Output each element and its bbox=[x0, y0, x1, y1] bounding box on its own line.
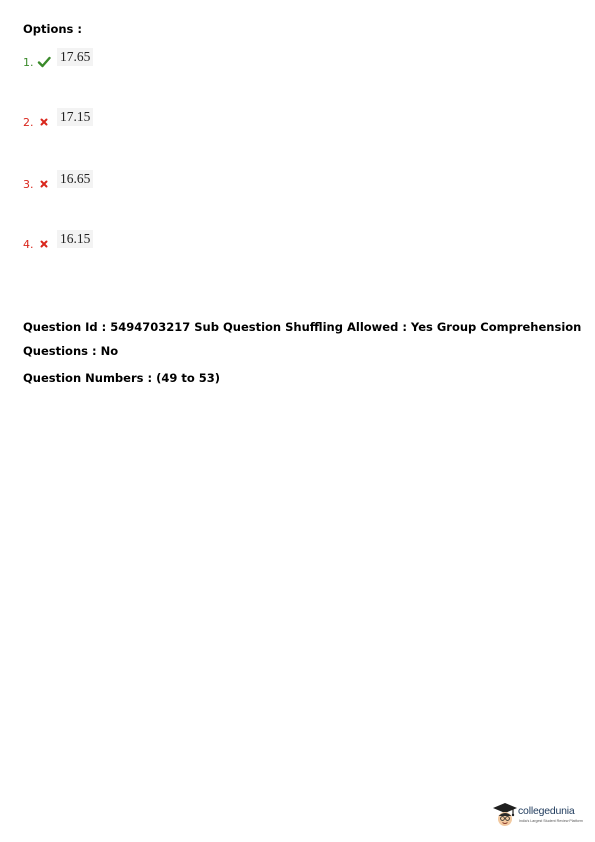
option-3 bbox=[23, 170, 223, 192]
option-number: 3. bbox=[23, 178, 34, 191]
option-value: 17.15 bbox=[57, 108, 93, 126]
student-mascot-icon bbox=[492, 801, 518, 829]
option-value: 17.65 bbox=[57, 48, 93, 66]
questions-line: Questions : No bbox=[23, 344, 119, 358]
option-value: 16.65 bbox=[57, 170, 93, 188]
check-icon bbox=[37, 54, 51, 68]
option-number: 1. bbox=[23, 56, 34, 69]
option-value: 16.15 bbox=[57, 230, 93, 248]
cross-icon bbox=[37, 236, 51, 250]
collegedunia-logo bbox=[492, 801, 588, 831]
option-1 bbox=[23, 48, 223, 70]
option-number: 4. bbox=[23, 238, 34, 251]
question-numbers-line: Question Numbers : (49 to 53) bbox=[23, 371, 221, 385]
logo-name: collegedunia bbox=[518, 805, 575, 817]
option-4 bbox=[23, 230, 223, 252]
option-number: 2. bbox=[23, 116, 34, 129]
cross-icon bbox=[37, 114, 51, 128]
options-heading: Options : bbox=[23, 22, 82, 36]
option-2 bbox=[23, 108, 223, 130]
question-id-line: Question Id : 5494703217 Sub Question Shuffling Allowed : Yes Group Comprehension bbox=[23, 320, 582, 334]
cross-icon bbox=[37, 176, 51, 190]
logo-tagline: India's Largest Student Review Platform bbox=[519, 819, 583, 823]
